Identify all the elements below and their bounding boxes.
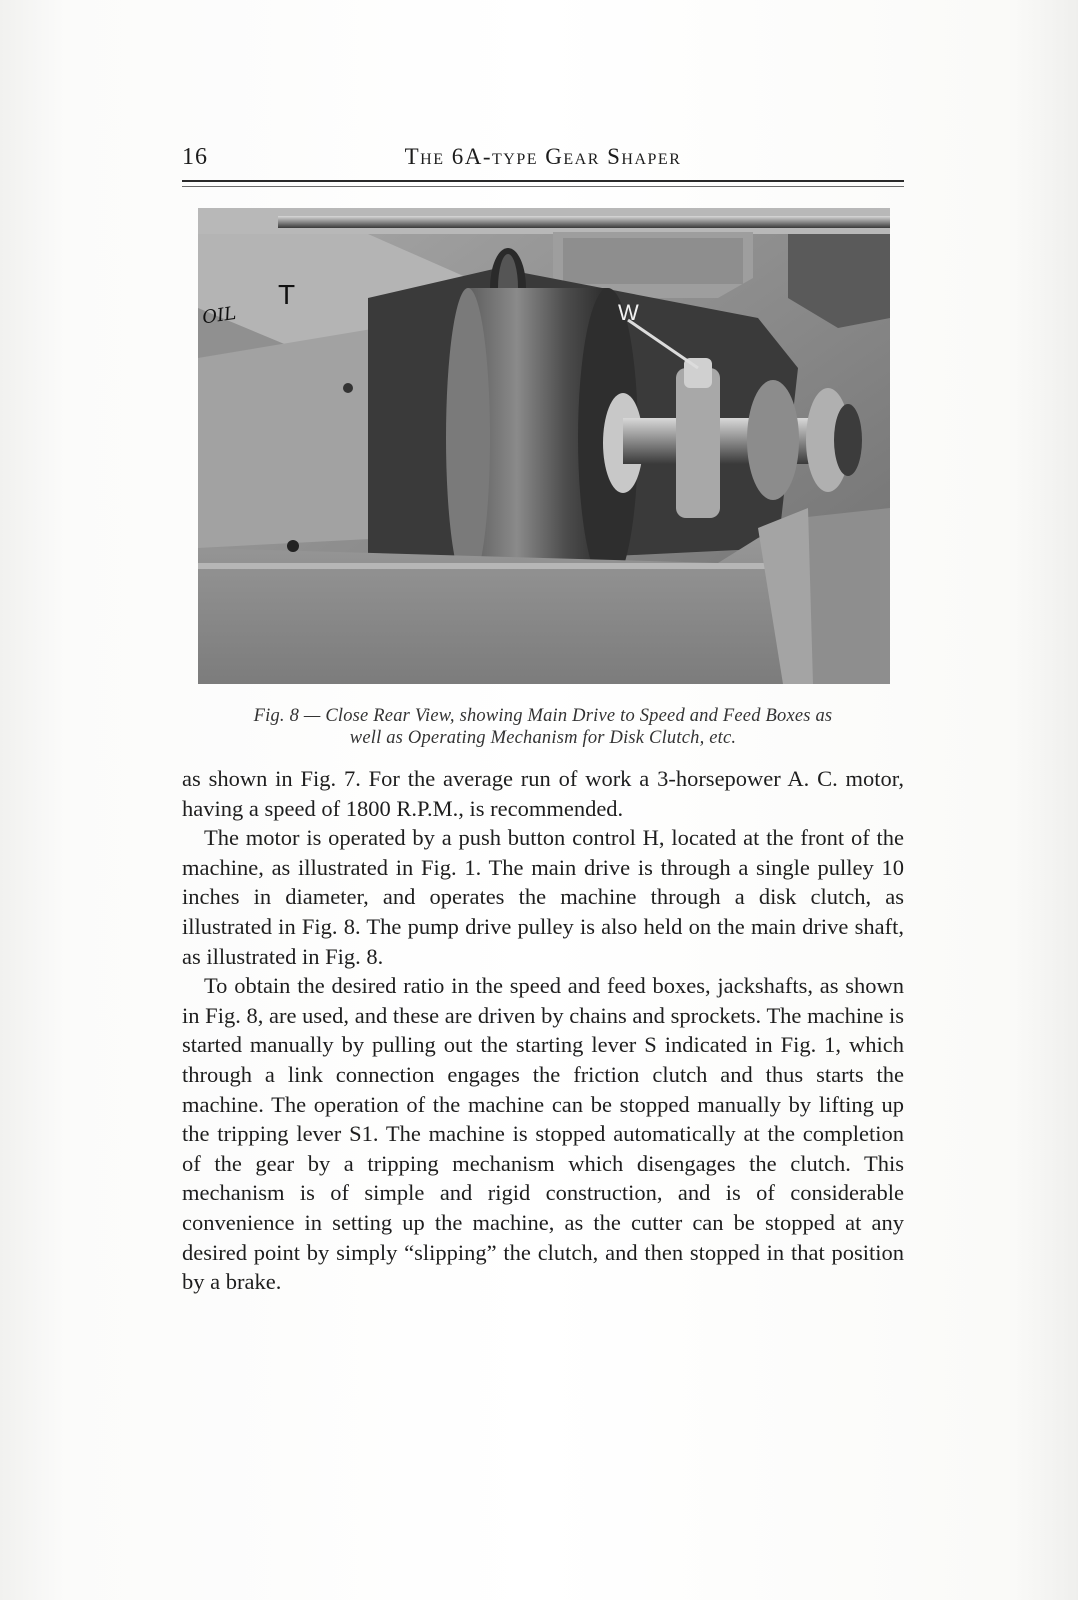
- figure-caption-line-1: Fig. 8 — Close Rear View, showing Main Drive to Speed and Feed Boxes as: [253, 706, 833, 726]
- header-rule: [182, 180, 904, 182]
- page-header: [182, 144, 904, 178]
- header-rule-thin: [182, 186, 904, 187]
- running-head: The 6A-type Gear Shaper: [404, 144, 682, 169]
- label-t: T: [278, 279, 296, 310]
- paragraph-3: To obtain the desired ratio in the speed and feed boxes, jackshafts, as shown in Fig. 8, are used, and these are driven by chains and sprockets. The machine is started manually by pulling out the starting lever S indicated in Fig. 1, which through a link connection engages the friction clutch and thus starts the machine. The operation of the machine can be stopped manually by lifting up the tripping lever S1. The machine is stopped automatically at the completion of the gear by a tripping mechanism which disengages the clutch. This mechanism is of simple and rigid construction, and is of considerable convenience in setting up the machine, as the cutter can be stopped at any desired point by simply “slipping” the clutch, and then stopped in that position by a brake.: [182, 973, 904, 1295]
- machine-photo: [198, 208, 890, 684]
- label-w: W: [618, 300, 639, 325]
- label-oil: OIL: [201, 302, 238, 329]
- figure-caption: [182, 705, 904, 749]
- figure-caption-line-2: well as Operating Mechanism for Disk Clutch, etc.: [349, 728, 737, 748]
- machine-photo-drawing: [198, 208, 890, 684]
- page-number: 16: [182, 144, 208, 170]
- paragraph-1: as shown in Fig. 7. For the average run of work a 3-horsepower A. C. motor, having a speed of 1800 R.P.M., is recommended.: [182, 766, 904, 821]
- body-text: [182, 764, 904, 1297]
- paragraph-2: The motor is operated by a push button control H, located at the front of the machine, as illustrated in Fig. 1. The main drive is through a single pulley 10 inches in diameter, and operates the machine through a disk clutch, as illustrated in Fig. 8. The pump drive pulley is also held on the main drive shaft, as illustrated in Fig. 8.: [182, 825, 904, 969]
